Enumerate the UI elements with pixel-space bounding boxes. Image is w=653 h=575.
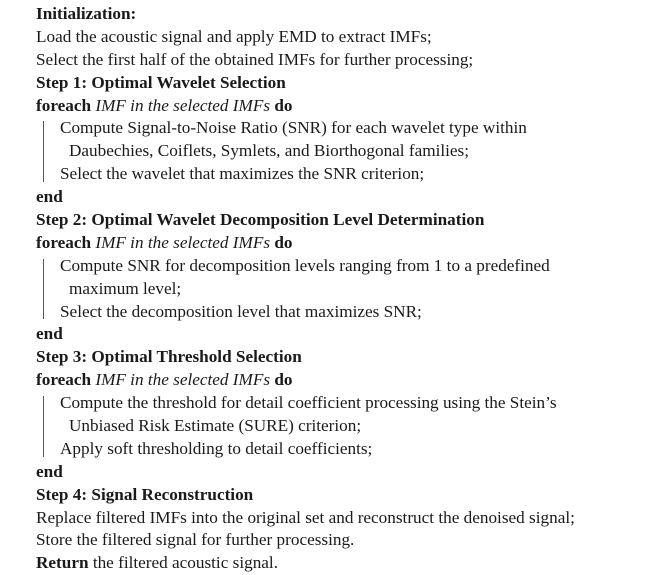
algorithm-block: [36, 3, 646, 575]
loop-body: [36, 392, 646, 461]
step-line: Store the filtered signal for further processing.: [36, 530, 355, 550]
foreach-line: [36, 95, 646, 118]
body-line: Compute SNR for decomposition levels ranging from 1 to a predefined: [60, 255, 550, 275]
do-keyword: do: [274, 95, 293, 115]
foreach-condition: IMF in the selected IMFs: [95, 370, 271, 390]
end-keyword: end: [36, 187, 63, 207]
foreach-condition: IMF in the selected IMFs: [95, 232, 271, 252]
loop-body: [36, 117, 646, 186]
body-line: Compute Signal-to-Noise Ratio (SNR) for each wavelet type within: [60, 118, 527, 138]
return-line: [36, 552, 646, 575]
body-line-continued: Daubechies, Coiflets, Symlets, and Biorthogonal families;: [69, 141, 470, 161]
foreach-keyword: foreach: [36, 370, 92, 390]
body-line: Select the decomposition level that maximizes SNR;: [60, 301, 422, 321]
return-keyword: Return: [36, 553, 89, 573]
do-keyword: do: [274, 370, 293, 390]
end-keyword: end: [36, 461, 63, 481]
init-line: Select the first half of the obtained IMFs for further processing;: [36, 49, 474, 69]
body-line: Compute the threshold for detail coefficient processing using the Stein’s: [60, 393, 557, 413]
step-line: Replace filtered IMFs into the original set and reconstruct the denoised signal;: [36, 507, 575, 527]
end-keyword: end: [36, 324, 63, 344]
step-1-heading: Step 1: Optimal Wavelet Selection: [36, 72, 286, 92]
step-4-heading: Step 4: Signal Reconstruction: [36, 484, 254, 504]
foreach-keyword: foreach: [36, 95, 92, 115]
init-line: Load the acoustic signal and apply EMD to extract IMFs;: [36, 26, 432, 46]
init-heading: Initialization:: [36, 4, 137, 23]
step-3-heading: Step 3: Optimal Threshold Selection: [36, 347, 302, 367]
body-line-continued: maximum level;: [69, 278, 182, 298]
foreach-condition: IMF in the selected IMFs: [95, 95, 271, 115]
return-text: the filtered acoustic signal.: [88, 553, 278, 573]
step-2-heading: Step 2: Optimal Wavelet Decomposition Level Determination: [36, 210, 485, 230]
body-line-continued: Unbiased Risk Estimate (SURE) criterion;: [69, 416, 362, 436]
do-keyword: do: [274, 232, 293, 252]
body-line: Select the wavelet that maximizes the SNR criterion;: [60, 164, 425, 184]
foreach-line: [36, 369, 646, 392]
foreach-keyword: foreach: [36, 232, 92, 252]
loop-body: [36, 255, 646, 324]
body-line: Apply soft thresholding to detail coefficients;: [60, 438, 373, 458]
foreach-line: [36, 232, 646, 255]
